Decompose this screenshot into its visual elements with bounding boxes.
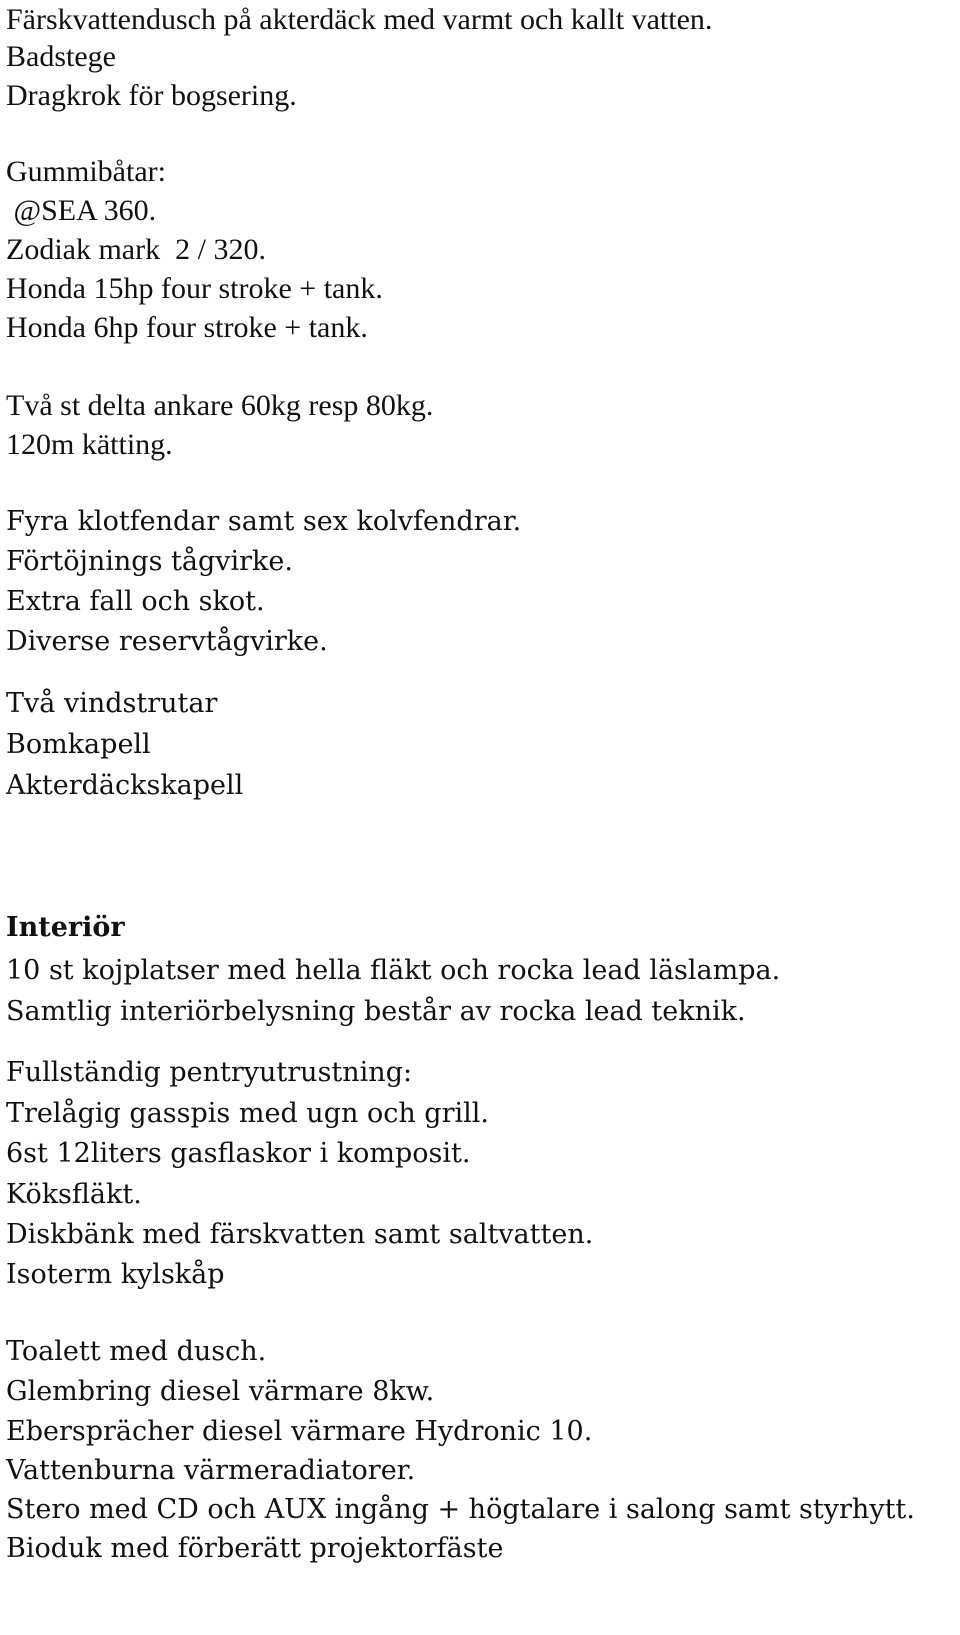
text-line: Fullständig pentryutrustning: <box>6 1057 413 1088</box>
text-line: Diverse reservtågvirke. <box>6 626 328 657</box>
text-line: Två st delta ankare 60kg resp 80kg. <box>6 389 434 422</box>
text-line: Glembring diesel värmare 8kw. <box>6 1376 435 1407</box>
text-line: Två vindstrutar <box>6 688 218 719</box>
text-line: Honda 15hp four stroke + tank. <box>6 272 383 305</box>
text-line: Färskvattendusch på akterdäck med varmt och kallt vatten. <box>6 3 713 36</box>
text-line: Förtöjnings tågvirke. <box>6 546 293 577</box>
text-line: Diskbänk med färskvatten samt saltvatten. <box>6 1219 594 1250</box>
text-line: Vattenburna värmeradiatorer. <box>6 1455 416 1486</box>
text-line: Gummibåtar: <box>6 155 166 188</box>
text-line: 120m kätting. <box>6 428 173 461</box>
text-line: 10 st kojplatser med hella fläkt och rocka lead läslampa. <box>6 955 781 986</box>
text-line: Akterdäckskapell <box>6 770 244 801</box>
text-line: Bomkapell <box>6 729 151 760</box>
text-line: Fyra klotfendar samt sex kolvfendrar. <box>6 506 522 537</box>
text-line: 6st 12liters gasflaskor i komposit. <box>6 1138 471 1169</box>
text-line: Stero med CD och AUX ingång + högtalare i salong samt styrhytt. <box>6 1494 915 1525</box>
text-line: Trelågig gasspis med ugn och grill. <box>6 1098 489 1129</box>
text-line: Honda 6hp four stroke + tank. <box>6 311 368 344</box>
text-line: @SEA 360. <box>6 194 157 227</box>
text-line: Extra fall och skot. <box>6 586 265 617</box>
text-line: Dragkrok för bogsering. <box>6 79 297 112</box>
text-line: Zodiak mark 2 / 320. <box>6 233 266 266</box>
text-line: Badstege <box>6 40 116 73</box>
text-line: Ebersprächer diesel värmare Hydronic 10. <box>6 1416 593 1447</box>
section-heading: Interiör <box>6 912 125 943</box>
text-line: Köksfläkt. <box>6 1179 142 1210</box>
text-line: Toalett med dusch. <box>6 1336 267 1367</box>
text-line: Samtlig interiörbelysning består av rocka lead teknik. <box>6 996 746 1027</box>
text-line: Bioduk med förberätt projektorfäste <box>6 1533 504 1564</box>
text-line: Isoterm kylskåp <box>6 1259 225 1290</box>
